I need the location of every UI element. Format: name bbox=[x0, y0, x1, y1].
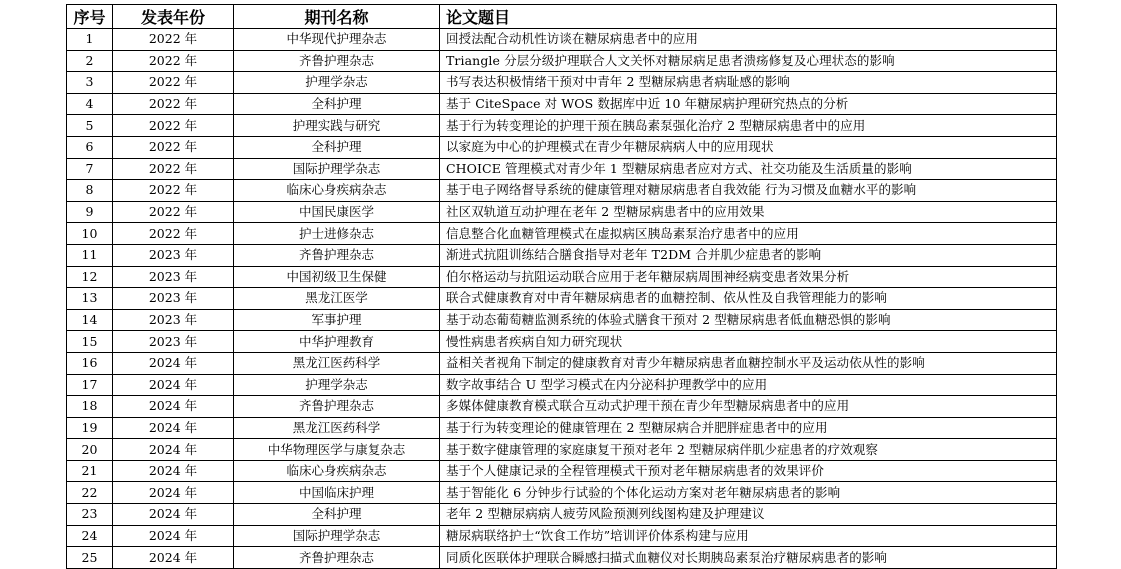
row-number: 15 bbox=[67, 331, 113, 353]
row-title: 以家庭为中心的护理模式在青少年糖尿病病人中的应用现状 bbox=[440, 136, 1057, 158]
row-title: 益相关者视角下制定的健康教育对青少年糖尿病患者血糖控制水平及运动依从性的影响 bbox=[440, 352, 1057, 374]
row-year: 2024 年 bbox=[113, 460, 234, 482]
header-row bbox=[67, 5, 1057, 29]
table-row bbox=[67, 417, 1057, 439]
table-row bbox=[67, 396, 1057, 418]
row-journal: 全科护理 bbox=[234, 93, 440, 115]
row-title: 多媒体健康教育模式联合互动式护理干预在青少年型糖尿病患者中的应用 bbox=[440, 396, 1057, 418]
row-number: 3 bbox=[67, 72, 113, 94]
row-year: 2022 年 bbox=[113, 72, 234, 94]
row-journal: 齐鲁护理杂志 bbox=[234, 50, 440, 72]
row-title: 渐进式抗阻训练结合膳食指导对老年 T2DM 合并肌少症患者的影响 bbox=[440, 244, 1057, 266]
row-number: 24 bbox=[67, 525, 113, 547]
row-journal: 全科护理 bbox=[234, 136, 440, 158]
table-row bbox=[67, 29, 1057, 51]
row-journal: 临床心身疾病杂志 bbox=[234, 180, 440, 202]
table-row bbox=[67, 504, 1057, 526]
row-year: 2022 年 bbox=[113, 223, 234, 245]
row-year: 2022 年 bbox=[113, 29, 234, 51]
row-number: 25 bbox=[67, 547, 113, 569]
row-year: 2024 年 bbox=[113, 439, 234, 461]
row-journal: 中华现代护理杂志 bbox=[234, 29, 440, 51]
row-year: 2022 年 bbox=[113, 158, 234, 180]
table-row bbox=[67, 482, 1057, 504]
row-journal: 全科护理 bbox=[234, 504, 440, 526]
row-number: 18 bbox=[67, 396, 113, 418]
row-number: 11 bbox=[67, 244, 113, 266]
row-journal: 国际护理学杂志 bbox=[234, 158, 440, 180]
row-title: 老年 2 型糖尿病病人疲劳风险预测列线图构建及护理建议 bbox=[440, 504, 1057, 526]
row-title: Triangle 分层分级护理联合人文关怀对糖尿病足患者溃疡修复及心理状态的影响 bbox=[440, 50, 1057, 72]
table-row bbox=[67, 439, 1057, 461]
header-number: 序号 bbox=[67, 5, 113, 29]
row-year: 2024 年 bbox=[113, 547, 234, 569]
table-row bbox=[67, 115, 1057, 137]
row-journal: 黑龙江医药科学 bbox=[234, 352, 440, 374]
row-title: 联合式健康教育对中青年糖尿病患者的血糖控制、依从性及自我管理能力的影响 bbox=[440, 288, 1057, 310]
row-journal: 护士进修杂志 bbox=[234, 223, 440, 245]
table-row bbox=[67, 223, 1057, 245]
row-journal: 军事护理 bbox=[234, 309, 440, 331]
row-number: 6 bbox=[67, 136, 113, 158]
row-journal: 中国临床护理 bbox=[234, 482, 440, 504]
row-year: 2024 年 bbox=[113, 396, 234, 418]
row-journal: 齐鲁护理杂志 bbox=[234, 244, 440, 266]
row-title: 糖尿病联络护士“饮食工作坊”培训评价体系构建与应用 bbox=[440, 525, 1057, 547]
row-title: 伯尔格运动与抗阻运动联合应用于老年糖尿病周围神经病变患者效果分析 bbox=[440, 266, 1057, 288]
table-row bbox=[67, 352, 1057, 374]
row-year: 2022 年 bbox=[113, 115, 234, 137]
row-title: 信息整合化血糖管理模式在虚拟病区胰岛素泵治疗患者中的应用 bbox=[440, 223, 1057, 245]
row-number: 23 bbox=[67, 504, 113, 526]
row-number: 17 bbox=[67, 374, 113, 396]
row-title: 基于行为转变理论的健康管理在 2 型糖尿病合并肥胖症患者中的应用 bbox=[440, 417, 1057, 439]
row-title: 回授法配合动机性访谈在糖尿病患者中的应用 bbox=[440, 29, 1057, 51]
table-row bbox=[67, 136, 1057, 158]
row-number: 1 bbox=[67, 29, 113, 51]
row-number: 7 bbox=[67, 158, 113, 180]
row-year: 2024 年 bbox=[113, 374, 234, 396]
table-row bbox=[67, 72, 1057, 94]
row-year: 2024 年 bbox=[113, 525, 234, 547]
row-journal: 中华护理教育 bbox=[234, 331, 440, 353]
row-journal: 黑龙江医药科学 bbox=[234, 417, 440, 439]
row-number: 16 bbox=[67, 352, 113, 374]
table-body bbox=[67, 29, 1057, 569]
row-year: 2023 年 bbox=[113, 244, 234, 266]
row-number: 21 bbox=[67, 460, 113, 482]
table-row bbox=[67, 309, 1057, 331]
row-journal: 护理实践与研究 bbox=[234, 115, 440, 137]
row-journal: 护理学杂志 bbox=[234, 374, 440, 396]
row-journal: 国际护理学杂志 bbox=[234, 525, 440, 547]
row-year: 2022 年 bbox=[113, 136, 234, 158]
row-number: 13 bbox=[67, 288, 113, 310]
table-row bbox=[67, 460, 1057, 482]
row-year: 2024 年 bbox=[113, 504, 234, 526]
row-title: 数字故事结合 U 型学习模式在内分泌科护理教学中的应用 bbox=[440, 374, 1057, 396]
row-title: 基于数字健康管理的家庭康复干预对老年 2 型糖尿病伴肌少症患者的疗效观察 bbox=[440, 439, 1057, 461]
header-title: 论文题目 bbox=[440, 5, 1057, 29]
row-year: 2024 年 bbox=[113, 482, 234, 504]
table-row bbox=[67, 525, 1057, 547]
row-journal: 齐鲁护理杂志 bbox=[234, 547, 440, 569]
table-row bbox=[67, 288, 1057, 310]
row-year: 2024 年 bbox=[113, 352, 234, 374]
publications-table bbox=[66, 4, 1057, 569]
row-year: 2023 年 bbox=[113, 331, 234, 353]
row-year: 2023 年 bbox=[113, 266, 234, 288]
table-row bbox=[67, 201, 1057, 223]
row-title: 基于 CiteSpace 对 WOS 数据库中近 10 年糖尿病护理研究热点的分析 bbox=[440, 93, 1057, 115]
row-number: 2 bbox=[67, 50, 113, 72]
table-row bbox=[67, 158, 1057, 180]
row-title: CHOICE 管理模式对青少年 1 型糖尿病患者应对方式、社交功能及生活质量的影响 bbox=[440, 158, 1057, 180]
header-journal: 期刊名称 bbox=[234, 5, 440, 29]
row-title: 书写表达积极情绪干预对中青年 2 型糖尿病患者病耻感的影响 bbox=[440, 72, 1057, 94]
row-number: 22 bbox=[67, 482, 113, 504]
row-number: 5 bbox=[67, 115, 113, 137]
row-number: 10 bbox=[67, 223, 113, 245]
row-year: 2023 年 bbox=[113, 288, 234, 310]
row-title: 基于个人健康记录的全程管理模式干预对老年糖尿病患者的效果评价 bbox=[440, 460, 1057, 482]
table-row bbox=[67, 244, 1057, 266]
table-row bbox=[67, 50, 1057, 72]
table-row bbox=[67, 374, 1057, 396]
table-row bbox=[67, 180, 1057, 202]
row-year: 2022 年 bbox=[113, 93, 234, 115]
row-number: 4 bbox=[67, 93, 113, 115]
row-number: 19 bbox=[67, 417, 113, 439]
row-title: 基于行为转变理论的护理干预在胰岛素泵强化治疗 2 型糖尿病患者中的应用 bbox=[440, 115, 1057, 137]
row-number: 9 bbox=[67, 201, 113, 223]
row-journal: 黑龙江医学 bbox=[234, 288, 440, 310]
row-title: 基于电子网络督导系统的健康管理对糖尿病患者自我效能 行为习惯及血糖水平的影响 bbox=[440, 180, 1057, 202]
table-row bbox=[67, 93, 1057, 115]
row-year: 2022 年 bbox=[113, 50, 234, 72]
row-journal: 护理学杂志 bbox=[234, 72, 440, 94]
row-year: 2022 年 bbox=[113, 201, 234, 223]
row-title: 社区双轨道互动护理在老年 2 型糖尿病患者中的应用效果 bbox=[440, 201, 1057, 223]
table-row bbox=[67, 547, 1057, 569]
row-journal: 中国初级卫生保健 bbox=[234, 266, 440, 288]
header-year: 发表年份 bbox=[113, 5, 234, 29]
row-number: 14 bbox=[67, 309, 113, 331]
row-title: 基于智能化 6 分钟步行试验的个体化运动方案对老年糖尿病患者的影响 bbox=[440, 482, 1057, 504]
row-number: 12 bbox=[67, 266, 113, 288]
row-number: 20 bbox=[67, 439, 113, 461]
row-journal: 临床心身疾病杂志 bbox=[234, 460, 440, 482]
row-title: 基于动态葡萄糖监测系统的体验式膳食干预对 2 型糖尿病患者低血糖恐惧的影响 bbox=[440, 309, 1057, 331]
row-year: 2022 年 bbox=[113, 180, 234, 202]
row-year: 2024 年 bbox=[113, 417, 234, 439]
row-journal: 中华物理医学与康复杂志 bbox=[234, 439, 440, 461]
table-row bbox=[67, 266, 1057, 288]
table-row bbox=[67, 331, 1057, 353]
row-number: 8 bbox=[67, 180, 113, 202]
row-journal: 中国民康医学 bbox=[234, 201, 440, 223]
row-title: 同质化医联体护理联合瞬感扫描式血糖仪对长期胰岛素泵治疗糖尿病患者的影响 bbox=[440, 547, 1057, 569]
row-year: 2023 年 bbox=[113, 309, 234, 331]
row-title: 慢性病患者疾病自知力研究现状 bbox=[440, 331, 1057, 353]
row-journal: 齐鲁护理杂志 bbox=[234, 396, 440, 418]
